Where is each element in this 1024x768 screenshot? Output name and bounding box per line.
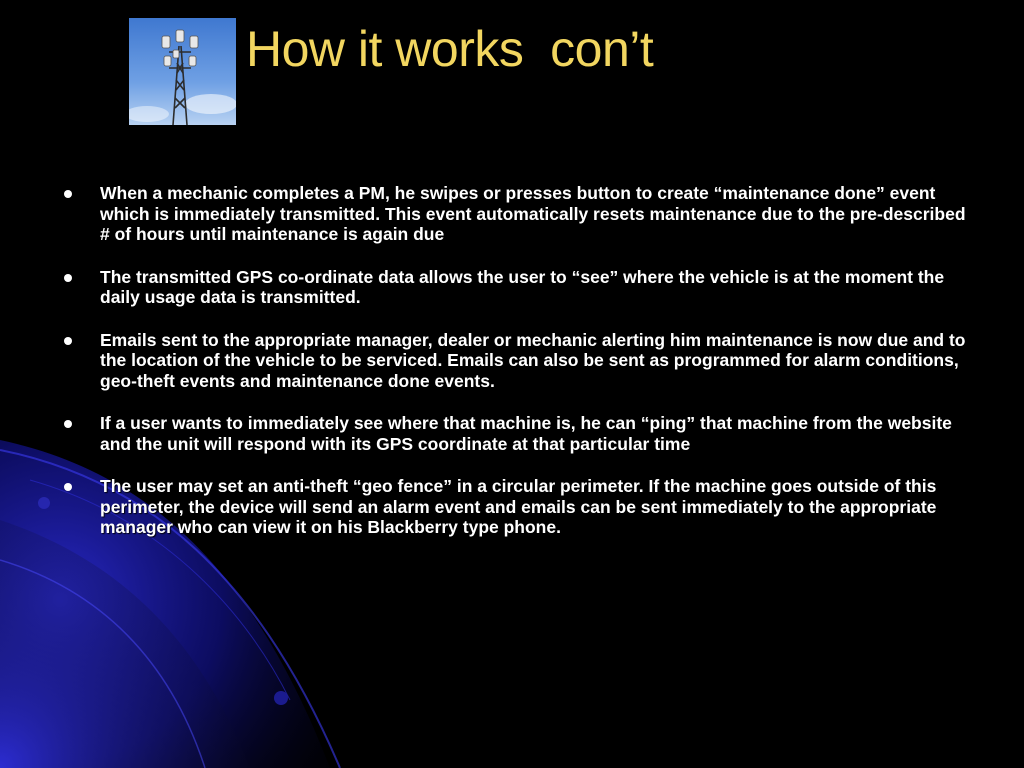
bullet-item xyxy=(62,330,967,392)
bullet-text: Emails sent to the appropriate manager, dealer or mechanic alerting him maintenance is now due and to the location of the vehicle to be serviced. Emails can also be sent as programmed for alarm conditions, geo-theft events and maintenance done events. xyxy=(100,329,966,391)
bullet-text: The user may set an anti-theft “geo fence” in a circular perimeter. If the machine goes outside of this perimeter, the device will send an alarm event and emails can be sent immediately to the appropriate manager who can view it on his Blackberry type phone. xyxy=(100,476,937,537)
bullet-item xyxy=(62,476,967,538)
bullet-item xyxy=(62,267,967,308)
bullet-dot-icon xyxy=(64,274,72,282)
bullet-dot-icon xyxy=(64,420,72,428)
bullet-item xyxy=(62,413,967,454)
bullet-text: The transmitted GPS co-ordinate data allows the user to “see” where the vehicle is at the moment the daily usage data is transmitted. xyxy=(100,266,945,307)
bullet-dot-icon xyxy=(64,483,72,491)
cell-tower-icon xyxy=(129,18,236,125)
bullet-dot-icon xyxy=(64,337,72,345)
bullet-list xyxy=(62,183,967,560)
slide-title: How it works con’t xyxy=(246,21,654,77)
bullet-text: When a mechanic completes a PM, he swipes or presses button to create “maintenance done” event which is immediately transmitted. This event automatically resets maintenance due to the pre-described # of hours until maintenance is again due xyxy=(100,183,966,244)
bullet-item xyxy=(62,183,967,245)
bullet-text: If a user wants to immediately see where that machine is, he can “ping” that machine from the website and the unit will respond with its GPS coordinate at that particular time xyxy=(100,413,952,454)
bullet-dot-icon xyxy=(64,190,72,198)
